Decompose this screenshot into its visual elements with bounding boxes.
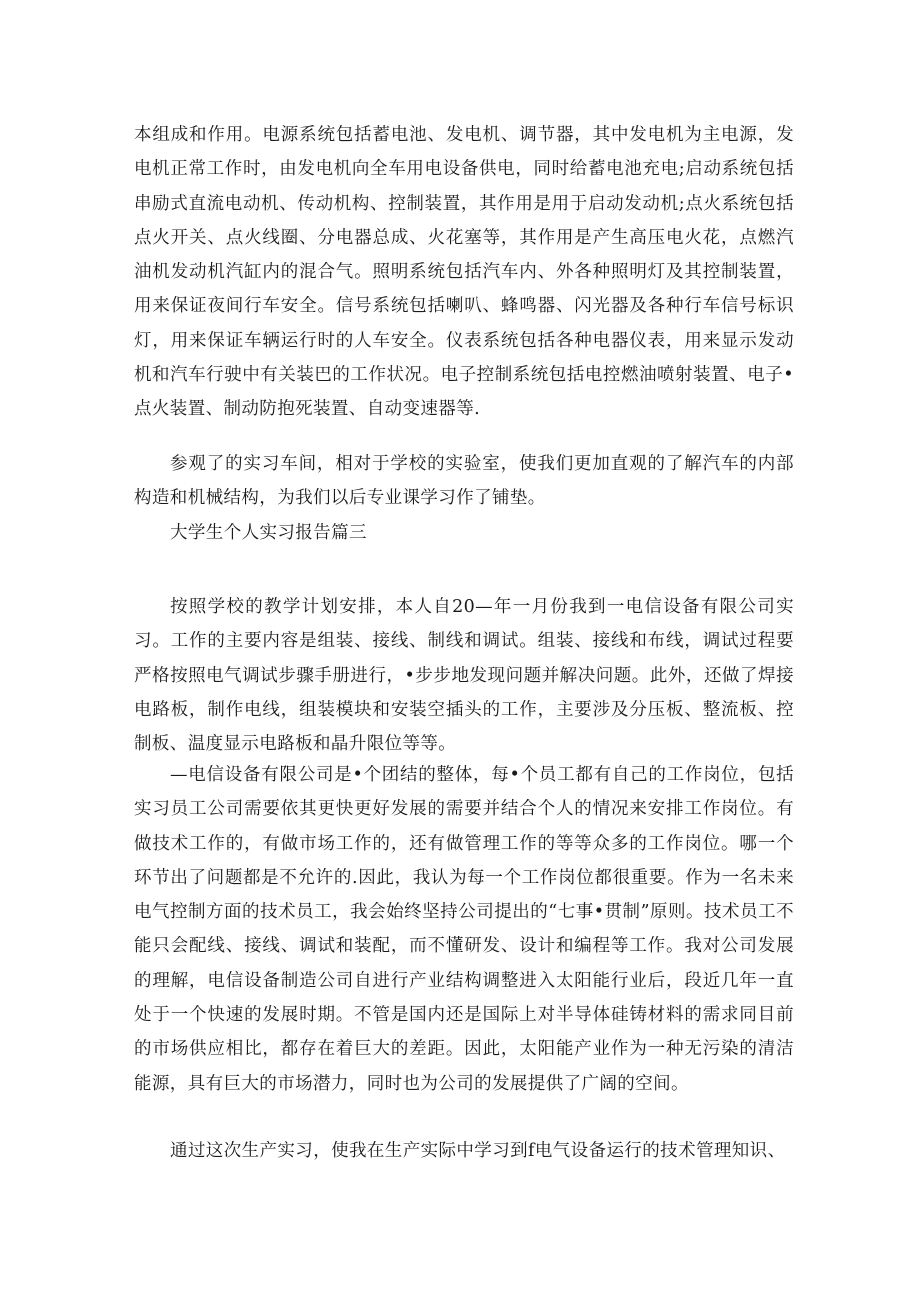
paragraph-vehicle-electrical-systems: 本组成和作用。电源系统包括蓄电池、发电机、调节器，其中发电机为主电源，发电机正常工作时，由发电机向全车用电设备供电，同时给蓄电池充电;启动系统包括串励式直流电动机、传动机构、控制装置，其作用是用于启动发动机;点火系统包括点火开关、点火线圈、分电器总成、火花塞等，其作用是产生高压电火花，点燃汽油机发动机汽缸内的混合气。照明系统包括汽车内、外各种照明灯及其控制装置，用来保证夜间行车安全。信号系统包括喇叭、蜂鸣器、闪光器及各种行车信号标识灯，用来保证车辆运行时的人车安全。仪表系统包括各种电器仪表，用来显示发动机和汽车行驶中有关装巴的工作状况。电子控制系统包括电控燃油喷射装置、电子•点火装置、制动防抱死装置、自动变速器等. — [134, 125, 794, 420]
paragraph-company-teamwork: —电信设备有限公司是•个团结的整体，每•个员工都有自己的工作岗位，包括实习员工公司需要依其更快更好发展的需要并结合个人的情况来安排工作岗位。有做技术工作的，有做市场工作的，还有做管理工作的等等众多的工作岗位。哪一个环节出了问题都是不允许的.因此，我认为每一个工作岗位都很重要。作为一名未来电气控制方面的技术员工，我会始终坚持公司提出的“七事•贯制”原则。技术员工不能只会配线、接线、调试和装配，而不懂研发、设计和编程等工作。我对公司发展的理解，电信设备制造公司自进行产业结构调整进入太阳能行业后，段近几年一直处于一个快速的发展时期。不管是国内还是国际上对半导体硅铸材料的需求同目前的市场供应相比，都存在着巨大的差距。因此，太阳能产业作为一种无污染的清洁能源，具有巨大的市场潜力，同时也为公司的发展提供了广阔的空间。 — [134, 765, 794, 1094]
paragraph-production-practice: 通过这次生产实习，使我在生产实际中学习到f电气设备运行的技术管理知识、 — [170, 1141, 786, 1161]
paragraph-internship-arrangement: 按照学校的教学计划安排，本人自20—年一月份我到一电信设备有限公司实习。工作的主要内容是组装、接线、制线和调试。组装、接线和布线，调试过程要严格按照电气调试步骤手册进行，•步步地发现问题并解决问题。此外，还做了焊接电路板，制作电线，组装模块和安装空插头的工作，主要涉及分压板、整流板、控制板、温度显示电路板和晶升限位等等。 — [134, 597, 794, 755]
paragraph-workshop-visit: 参观了的实习车间，相对于学校的实验室，使我们更加直观的了解汽车的内部构造和机械结构，为我们以后专业课学习作了铺垫。 — [134, 454, 794, 509]
section-heading: 大学生个人实习报告篇三 — [170, 523, 367, 543]
